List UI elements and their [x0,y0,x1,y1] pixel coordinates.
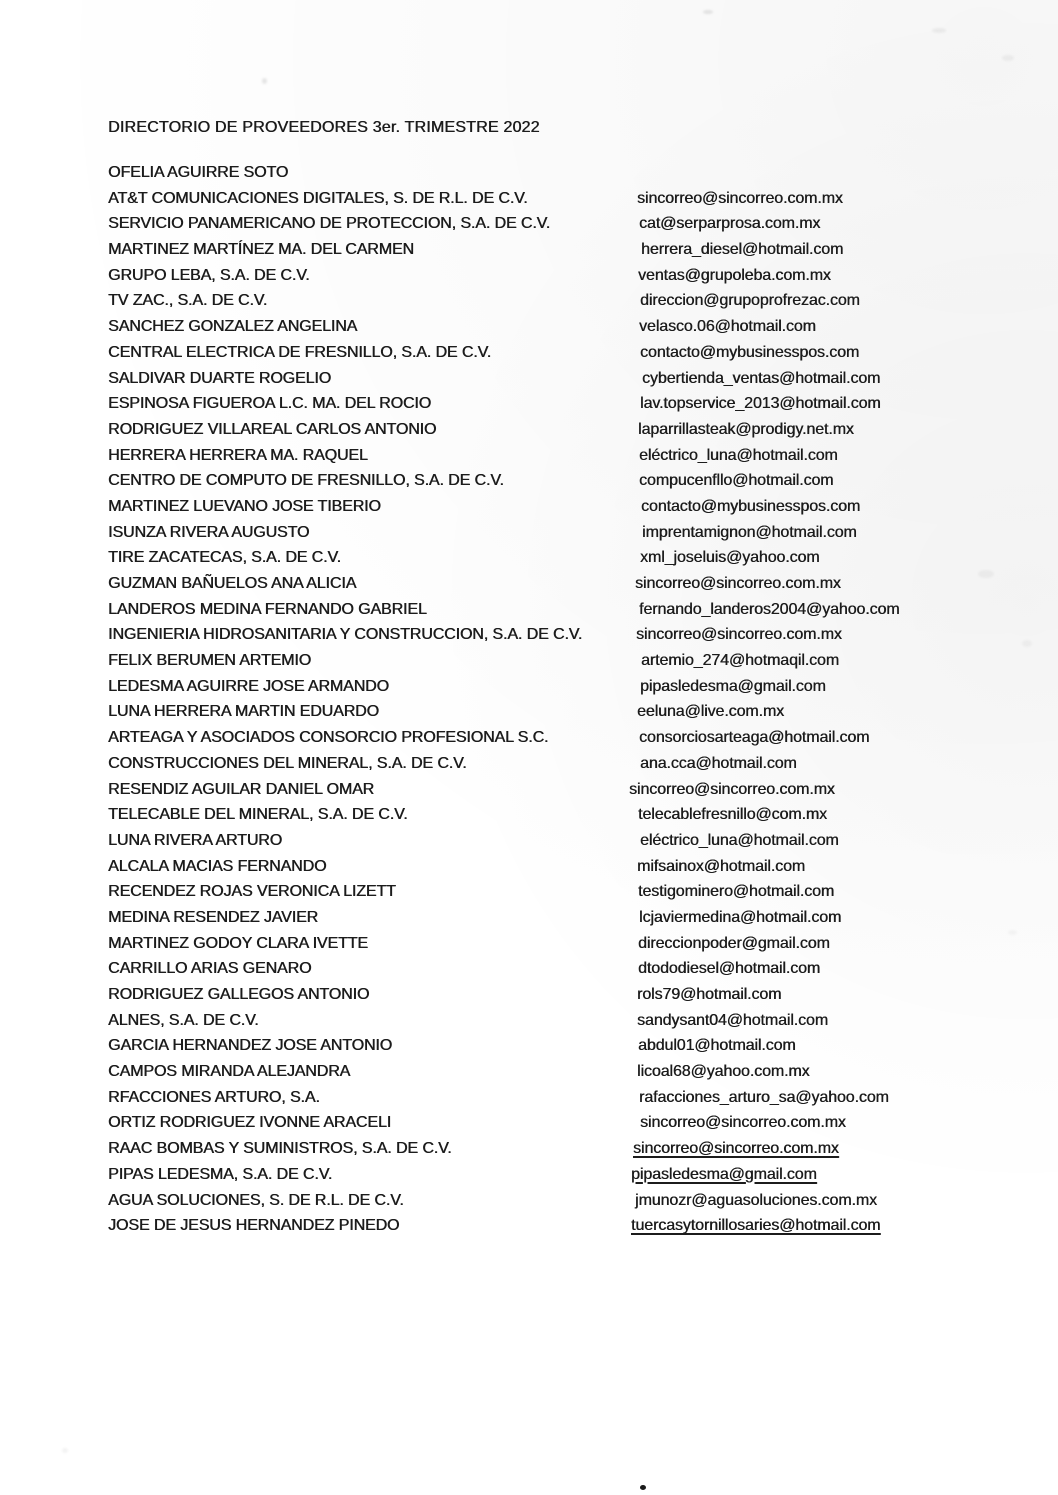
table-row [108,982,1008,1008]
table-row [108,1085,1008,1111]
provider-email: contacto@mybusinesspos.com [640,343,860,361]
table-row [108,391,1008,417]
table-row [108,340,1008,366]
provider-email: herrera_diesel@hotmail.com [641,241,844,259]
table-row [108,777,1008,803]
provider-name: TELECABLE DEL MINERAL, S.A. DE C.V. [108,806,408,824]
table-row [108,545,1008,571]
table-row [108,571,1008,597]
provider-email: imprentamignon@hotmail.com [642,523,857,541]
table-row [108,597,1008,623]
provider-email: sincorreo@sincorreo.com.mx [636,626,842,644]
provider-email: cybertienda_ventas@hotmail.com [642,369,881,387]
provider-name: RFACCIONES ARTURO, S.A. [108,1088,320,1106]
provider-name: CONSTRUCCIONES DEL MINERAL, S.A. DE C.V. [108,754,467,772]
provider-email: velasco.06@hotmail.com [639,318,816,336]
provider-name: ORTIZ RODRIGUEZ IVONNE ARACELI [108,1114,391,1132]
table-row [108,956,1008,982]
table-row [108,1213,1008,1239]
provider-name: SANCHEZ GONZALEZ ANGELINA [108,318,358,336]
table-row [108,699,1008,725]
provider-name: RODRIGUEZ GALLEGOS ANTONIO [108,986,370,1003]
table-row [108,366,1008,392]
table-row [108,468,1008,494]
table-row [108,1059,1008,1085]
provider-email: ventas@grupoleba.com.mx [638,266,831,284]
provider-email: lav.topservice_2013@hotmail.com [640,395,881,413]
provider-email: sincorreo@sincorreo.com.mx [633,1140,839,1158]
scan-artifact [932,28,946,33]
provider-name: CENTRO DE COMPUTO DE FRESNILLO, S.A. DE C.V. [108,472,504,490]
scan-artifact [703,10,713,14]
provider-name: AT&T COMUNICACIONES DIGITALES, S. DE R.L. DE C.V. [108,189,528,207]
provider-email: sincorreo@sincorreo.com.mx [637,189,843,207]
table-row [108,1136,1008,1162]
table-row [108,520,1008,546]
provider-name: ALCALA MACIAS FERNANDO [108,857,327,875]
provider-email: licoal68@yahoo.com.mx [637,1063,810,1081]
table-row [108,674,1008,700]
provider-name: MEDINA RESENDEZ JAVIER [108,908,318,926]
provider-email: ana.cca@hotmail.com [640,754,797,772]
provider-name: SERVICIO PANAMERICANO DE PROTECCION, S.A. DE C.V. [108,215,551,233]
scan-artifact [1008,930,1017,935]
provider-email: tuercasytornillosaries@hotmail.com [631,1217,881,1235]
provider-name: LUNA HERRERA MARTIN EDUARDO [108,703,379,721]
table-row [108,186,1008,212]
table-row [108,160,1008,186]
table-row [108,828,1008,854]
provider-name: ISUNZA RIVERA AUGUSTO [108,523,310,541]
provider-name: ARTEAGA Y ASOCIADOS CONSORCIO PROFESIONAL S.C. [108,729,549,747]
provider-email: cat@serparprosa.com.mx [639,215,821,233]
provider-name: RECENDEZ ROJAS VERONICA LIZETT [108,883,396,901]
provider-email: rols79@hotmail.com [637,986,782,1003]
provider-name: RODRIGUEZ VILLAREAL CARLOS ANTONIO [108,420,437,438]
page-title: DIRECTORIO DE PROVEEDORES 3er. TRIMESTRE 2022 [108,119,540,136]
provider-email: direccion@grupoprofrezac.com [640,292,860,310]
table-row [108,1110,1008,1136]
table-row [108,494,1008,520]
provider-name: JOSE DE JESUS HERNANDEZ PINEDO [108,1217,400,1235]
provider-name: LEDESMA AGUIRRE JOSE ARMANDO [108,677,389,695]
provider-email: laparrillasteak@prodigy.net.mx [638,420,854,438]
provider-email: dtododiesel@hotmail.com [638,960,821,978]
table-row [108,854,1008,880]
provider-email: lcjaviermedina@hotmail.com [639,908,842,926]
table-row [108,622,1008,648]
provider-name: GRUPO LEBA, S.A. DE C.V. [108,266,310,284]
provider-name: RAAC BOMBAS Y SUMINISTROS, S.A. DE C.V. [108,1140,452,1158]
provider-email: telecablefresnillo@com.mx [638,806,827,824]
provider-name: CENTRAL ELECTRICA DE FRESNILLO, S.A. DE C.V. [108,343,491,361]
table-row [108,802,1008,828]
provider-name: TIRE ZACATECAS, S.A. DE C.V. [108,549,341,567]
provider-name: ESPINOSA FIGUEROA L.C. MA. DEL ROCIO [108,395,431,413]
provider-email: compucenfllo@hotmail.com [639,472,834,490]
table-row [108,288,1008,314]
table-row [108,648,1008,674]
table-row [108,751,1008,777]
provider-email: abdul01@hotmail.com [638,1037,796,1055]
provider-email: testigominero@hotmail.com [638,883,835,901]
provider-name: AGUA SOLUCIONES, S. DE R.L. DE C.V. [108,1191,404,1209]
provider-name: OFELIA AGUIRRE SOTO [108,164,289,181]
provider-name: TV ZAC., S.A. DE C.V. [108,292,268,310]
provider-name: SALDIVAR DUARTE ROGELIO [108,369,331,387]
table-row [108,1008,1008,1034]
table-row [108,314,1008,340]
provider-name: RESENDIZ AGUILAR DANIEL OMAR [108,780,374,798]
provider-email: pipasledesma@gmail.com [640,677,826,695]
provider-name: MARTINEZ GODOY CLARA IVETTE [108,934,368,952]
table-row [108,1188,1008,1214]
table-row [108,1033,1008,1059]
provider-name: MARTINEZ LUEVANO JOSE TIBERIO [108,497,381,515]
provider-email: sincorreo@sincorreo.com.mx [635,575,841,592]
provider-email: sandysant04@hotmail.com [637,1011,828,1029]
provider-name: LUNA RIVERA ARTURO [108,831,282,849]
provider-name: MARTINEZ MARTÍNEZ MA. DEL CARMEN [108,241,414,259]
provider-email: rafacciones_arturo_sa@yahoo.com [639,1088,889,1106]
provider-email: consorciosarteaga@hotmail.com [639,729,870,747]
provider-name: HERRERA HERRERA MA. RAQUEL [108,446,368,464]
provider-name: CARRILLO ARIAS GENARO [108,960,312,978]
provider-name: GUZMAN BAÑUELOS ANA ALICIA [108,575,357,592]
provider-name: LANDEROS MEDINA FERNANDO GABRIEL [108,600,427,618]
provider-email: contacto@mybusinesspos.com [641,497,861,515]
provider-email: eléctrico_luna@hotmail.com [639,446,838,464]
table-row [108,211,1008,237]
provider-email: artemio_274@hotmaqil.com [641,652,839,670]
table-row [108,263,1008,289]
provider-name: INGENIERIA HIDROSANITARIA Y CONSTRUCCION, S.A. DE C.V. [108,626,583,644]
scan-artifact [62,1448,68,1453]
provider-email: fernando_landeros2004@yahoo.com [639,600,900,618]
provider-directory-list [108,160,1008,1239]
table-row [108,725,1008,751]
table-row [108,1162,1008,1188]
scan-artifact [1022,640,1032,647]
table-row [108,417,1008,443]
provider-name: CAMPOS MIRANDA ALEJANDRA [108,1063,351,1081]
provider-email: jmunozr@aguasoluciones.com.mx [635,1191,877,1209]
provider-email: pipasledesma@gmail.com [631,1165,817,1183]
table-row [108,237,1008,263]
scan-artifact [262,78,267,84]
provider-name: GARCIA HERNANDEZ JOSE ANTONIO [108,1037,392,1055]
provider-name: FELIX BERUMEN ARTEMIO [108,652,311,670]
provider-email: eléctrico_luna@hotmail.com [640,831,839,849]
scan-artifact [1002,55,1014,61]
provider-email: xml_joseluis@yahoo.com [640,549,820,567]
table-row [108,905,1008,931]
table-row [108,879,1008,905]
ink-dot-artifact [640,1485,646,1490]
provider-email: sincorreo@sincorreo.com.mx [629,780,835,798]
provider-email: direccionpoder@gmail.com [638,934,830,952]
provider-email: eeluna@live.com.mx [637,703,784,721]
provider-email: mifsainox@hotmail.com [637,857,805,875]
table-row [108,931,1008,957]
provider-name: PIPAS LEDESMA, S.A. DE C.V. [108,1165,333,1183]
provider-email: sincorreo@sincorreo.com.mx [640,1114,846,1132]
table-row [108,443,1008,469]
provider-name: ALNES, S.A. DE C.V. [108,1011,259,1029]
